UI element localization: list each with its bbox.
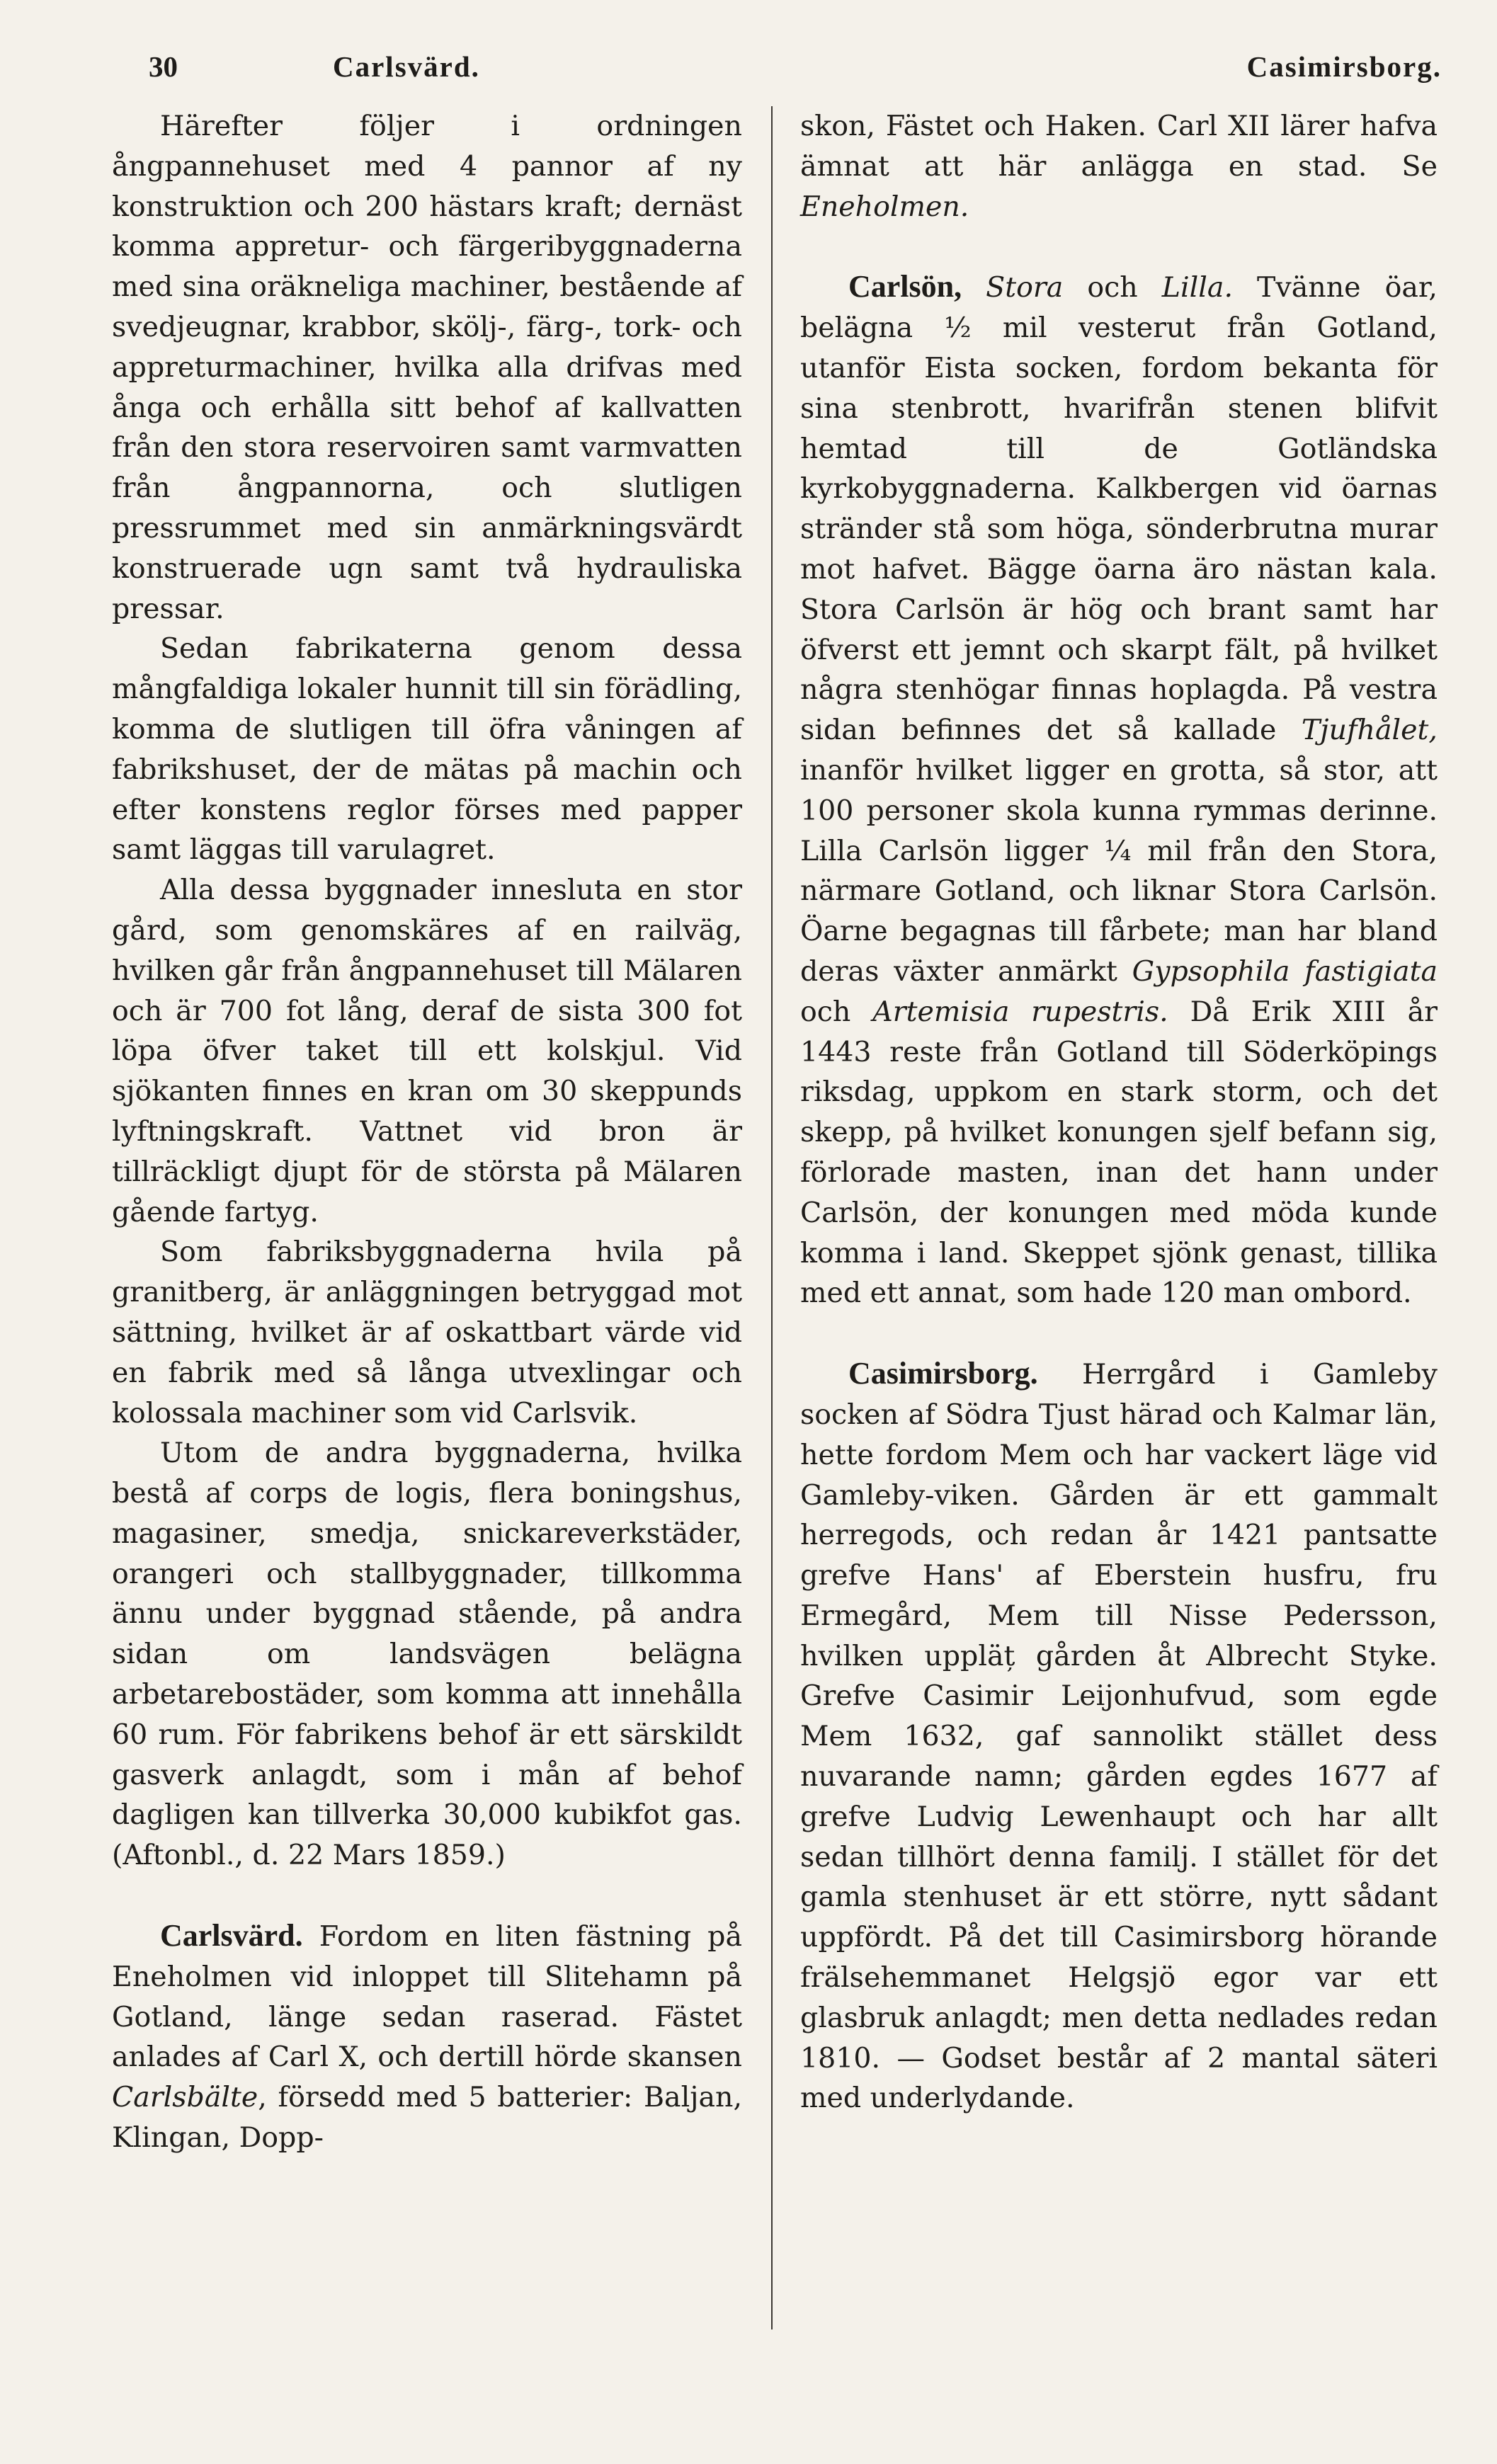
italic-cross-reference: Eneholmen. — [800, 190, 969, 223]
headword-casimirsborg: Casimirsborg. — [848, 1356, 1038, 1391]
article-text: , försedd med 5 batterier: Baljan, Klingan, Dopp- — [112, 2081, 742, 2155]
italic-term: Carlsbälte — [112, 2081, 258, 2114]
paragraph-steam-boilers: Härefter följer i ordningen ångpannehuset med 4 pannor af ny konstruktion och 200 hästars kraft; dernäst komma appretur- och färgeribyggnaderna med sina oräkneliga machiner, bestående af svedjeugnar, krabbor, skölj-, färg-, tork- och appreturmachiner, hvilka alla drifvas med ånga och erhålla sitt behof af kallvatten från den stora reservoiren samt varmvatten från ångpannorna, och slutligen pressrummet med sin anmärkningsvärdt konstruerade ugn samt två hydrauliska pressar. — [112, 110, 742, 625]
paragraph-railway-courtyard: Alla dessa byggnader innesluta en stor gård, som genomskäres af en railväg, hvilken går från ångpannehuset till Mälaren och är 700 fot lång, deraf de sista 300 fot löpa öfver taket till ett kolskjul. Vid sjökanten finnes en kran om 30 skeppunds lyftningskraft. Vattnet vid bron är tillräckligt djupt för de största på Mälaren gående fartyg. — [112, 874, 742, 1228]
left-column — [112, 106, 742, 2158]
article-text: och — [1063, 271, 1162, 304]
article-text: Då Erik XIII år 1443 reste från Gotland till Söderköpings riksdag, uppkom en stark storm, och det skepp, på hvilket konungen sjelf befann sig, förlorade masten, inan det hann under Carlsön, der konungen med möda kunde komma i land. Skeppet sjönk genast, tillika med ett annat, som hade 120 man ombord. — [800, 995, 1438, 1310]
italic-term: Tjufhålet, — [1301, 714, 1438, 747]
headword-carlson: Carlsön, — [848, 269, 962, 304]
italic-species: Artemisia rupestris. — [872, 995, 1168, 1028]
article-carlsvard-continued — [800, 106, 1438, 227]
paragraph-fabrics-finishing: Sedan fabrikaterna genom dessa mångfaldiga lokaler hunnit till sin förädling, komma de slutligen till öfra våningen af fabrikshuset, der de mätas på machin och efter konstens reglor förses med papper samt läggas till varulagret. — [112, 632, 742, 867]
article-text: inanför hvilket ligger en grotta, så stor, att 100 personer skola kunna rymmas derinne. Lilla Carlsön ligger ¼ mil från den Stora, närmare Gotland, och liknar Stora Carlsön. Öarne begagnas till fårbete; man har bland deras växter anmärkt — [800, 753, 1438, 988]
right-column — [800, 106, 1438, 2118]
article-text: Tvänne öar, belägna ½ mil vesterut från Gotland, utanför Eista socken, fordom bekanta för sina stenbrott, hvarifrån stenen blifvit hemtad till de Gotländska kyrkobyggnaderna. Kalkbergen vid öarnas stränder stå som höga, sönderbrutna murar mot hafvet. Bägge öarna äro nästan kala. Stora Carlsön är hög och brant samt har öfverst ett jemnt och skarpt fält, på hvilket några stenhögar finnas hoplagda. På vestra sidan befinnes det så kallade — [800, 271, 1438, 747]
headword-carlsvard: Carlsvärd. — [160, 1918, 303, 1953]
article-carlson — [800, 267, 1438, 1313]
italic-species: Gypsophila fastigiata — [1132, 954, 1438, 988]
paragraph-other-buildings: Utom de andra byggnaderna, hvilka bestå af corps de logis, flera boningshus, magasiner, smedja, snickareverkstäder, orangeri och stallbyggnader, tillkomma ännu under byggnad stående, på andra sidan om landsvägen belägna arbetarebostäder, som komma att innehålla 60 rum. För fabrikens behof är ett särskildt gasverk anlagdt, som i mån af behof dagligen kan tillverka 30,000 kubikfot gas. (Aftonbl., d. 22 Mars 1859.) — [112, 1437, 742, 1872]
article-casimirsborg — [800, 1354, 1438, 2118]
column-divider — [771, 106, 773, 2329]
page-number: 30 — [149, 50, 178, 83]
article-text: Herrgård i Gamleby socken af Södra Tjust härad och Kalmar län, hette fordom Mem och har vackert läge vid Gamleby-viken. Gården är ett gammalt herregods, och redan år 1421 pantsatte grefve Hans' af Eberstein husfru, fru Ermegård, Mem till Nisse Pedersson, hvilken uppläț gården åt Albrecht Styke. Grefve Casimir Leijonhufvud, som egde Mem 1632, gaf sannolikt stället dess nuvarande namn; gården egdes 1677 af grefve Ludvig Lewenhaupt och har allt sedan tillhört denna familj. I stället för det gamla stenhuset är ett större, nytt sådant uppfördt. På det till Casimirsborg hörande frälsehemmanet Helgsjö egor var ett glasbruk anlagdt; men detta nedlades redan 1810. — Godset består af 2 mantal säteri med underlydande. — [800, 1358, 1438, 2115]
running-header — [149, 50, 1442, 92]
italic-term: Stora — [986, 271, 1064, 304]
left-running-title: Carlsvärd. — [333, 50, 480, 83]
article-text: och — [800, 995, 873, 1028]
article-text: skon, Fästet och Haken. Carl XII lärer hafva ämnat att här anlägga en stad. Se — [800, 110, 1438, 183]
italic-term: Lilla. — [1161, 271, 1234, 304]
right-running-title: Casimirsborg. — [1246, 50, 1442, 83]
paragraph-granite-foundation: Som fabriksbyggnaderna hvila på granitberg, är anläggningen betryggad mot sättning, hvilket är af oskattbart värde vid en fabrik med så långa utvexlingar och kolossala machiner som vid Carlsvik. — [112, 1236, 742, 1430]
article-text: Fordom en liten fästning på Eneholmen vid inloppet till Slitehamn på Gotland, länge sedan raserad. Fästet anlades af Carl X, och dertill hörde skansen — [112, 1920, 742, 2074]
article-carlsvard — [112, 1916, 742, 2158]
